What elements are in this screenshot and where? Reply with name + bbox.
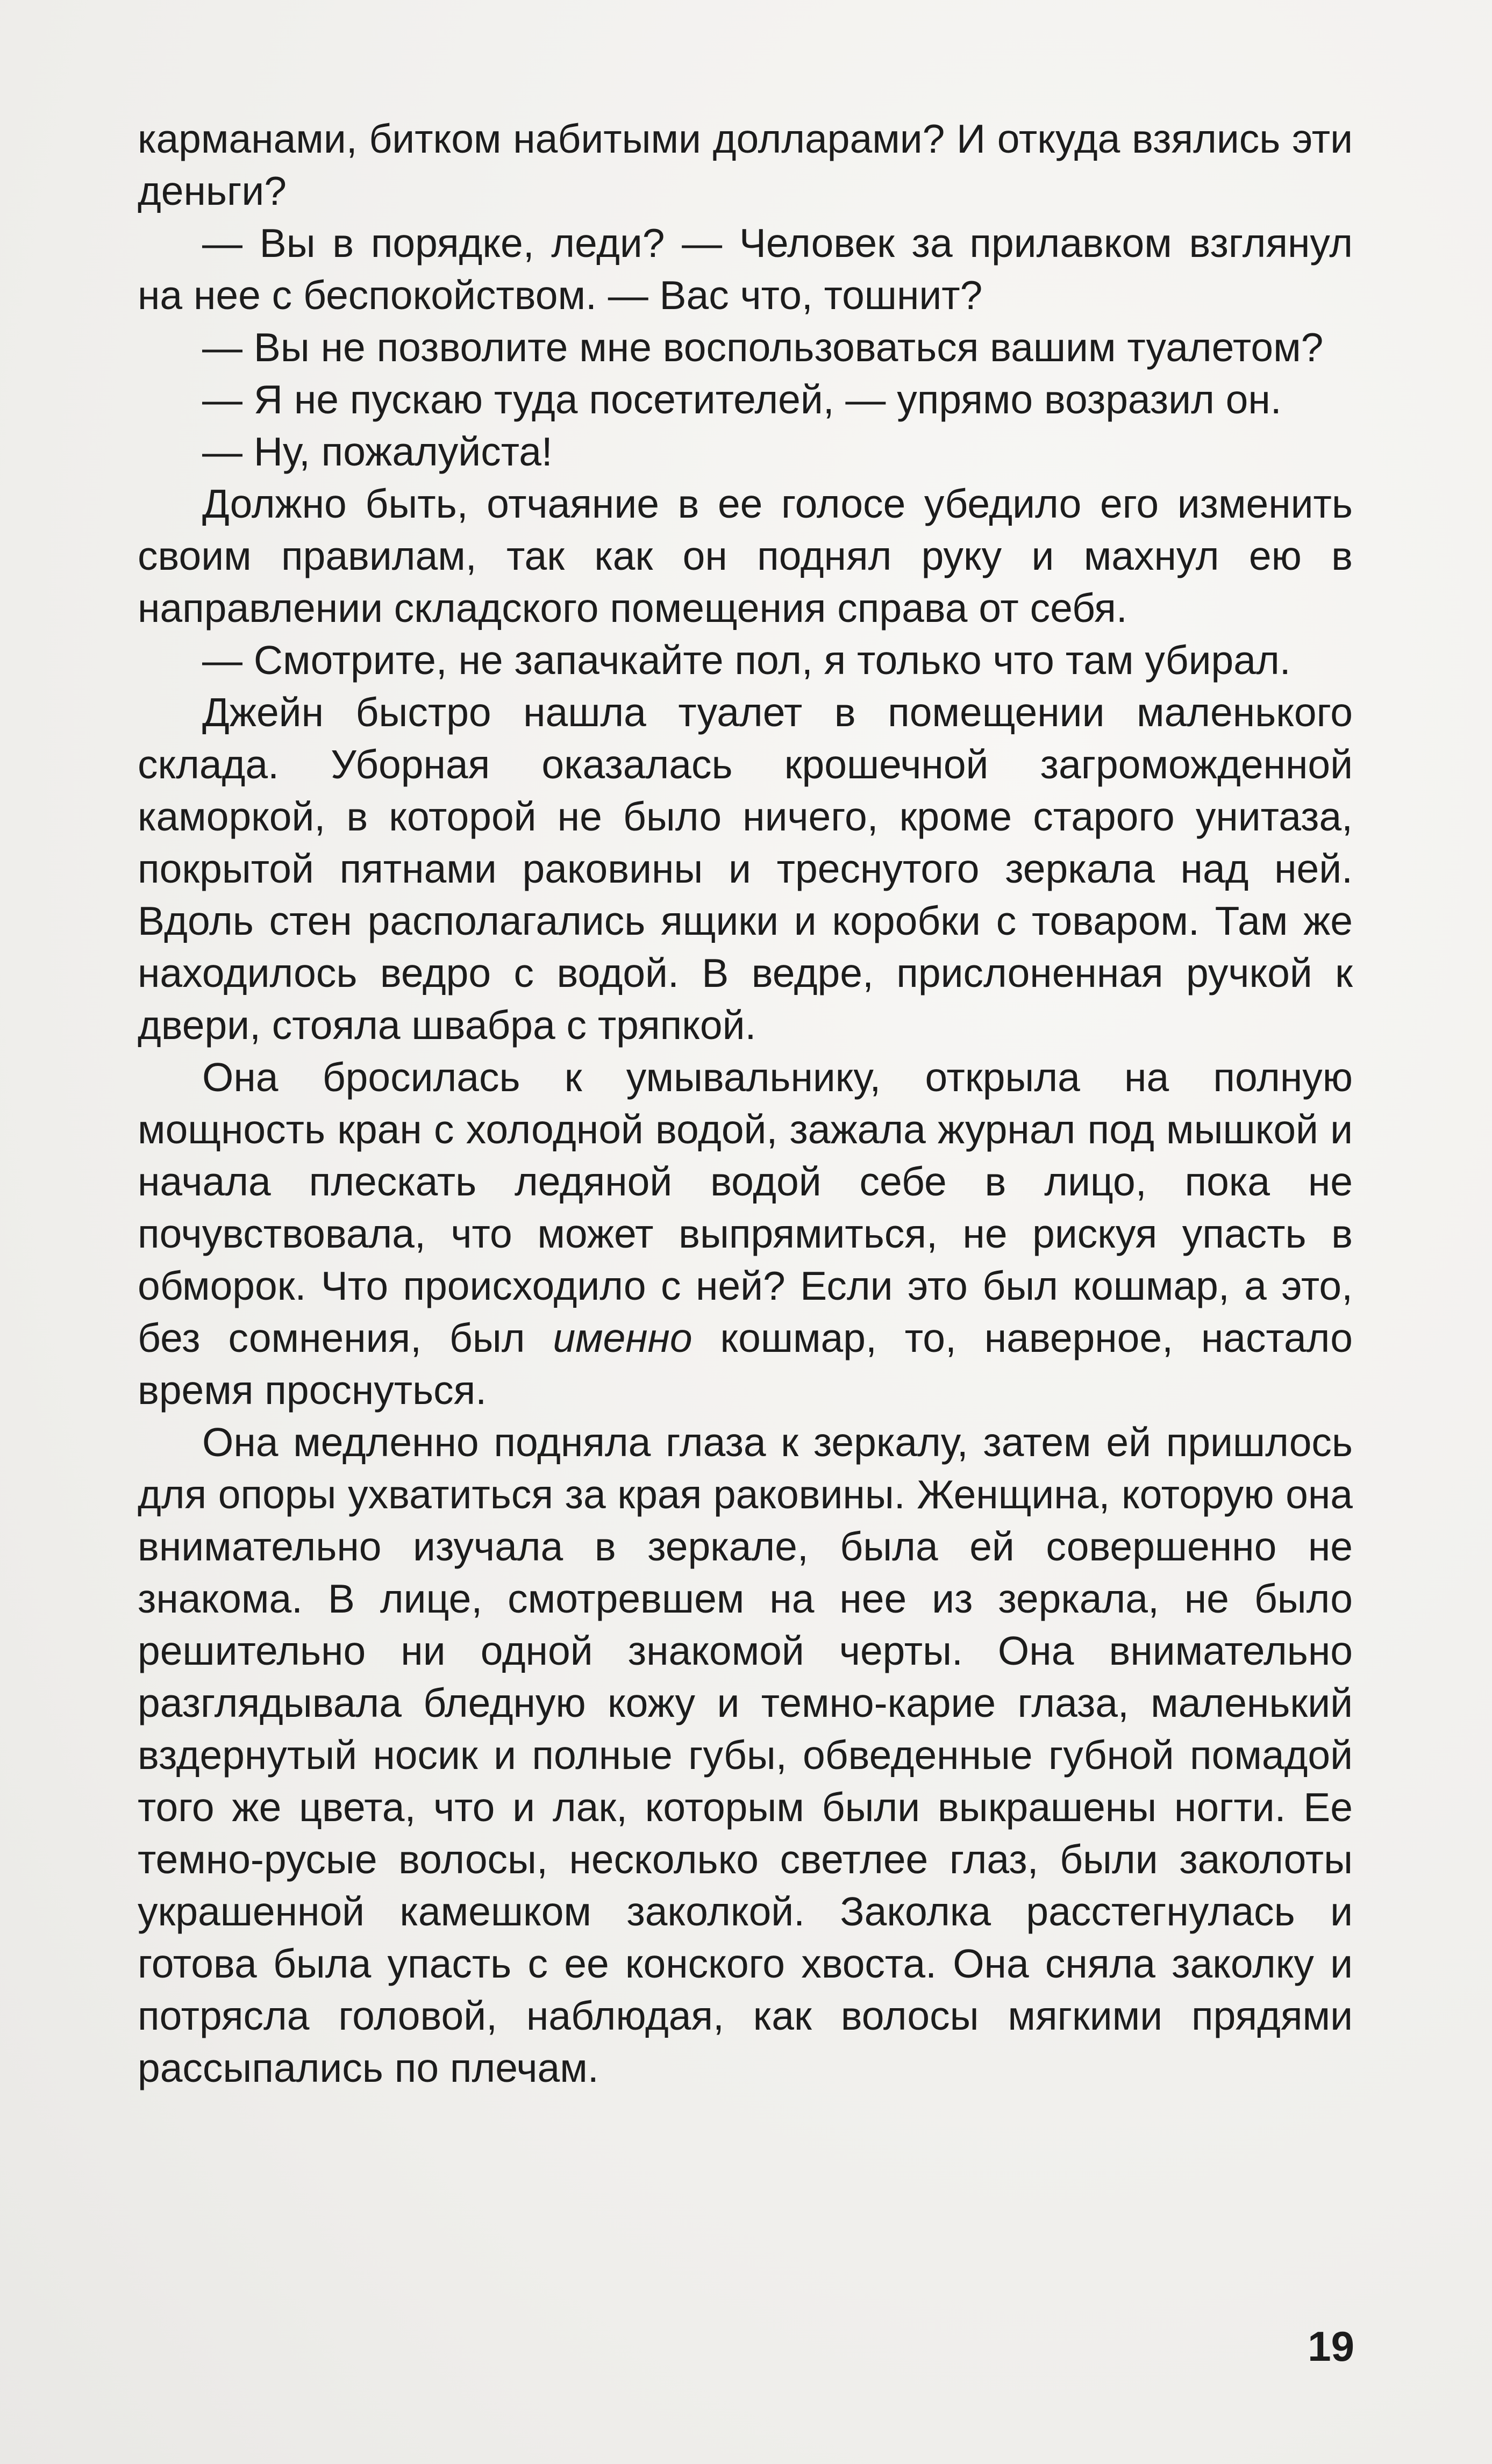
paragraph-7: — Смотрите, не запачкайте пол, я только что там убирал. bbox=[202, 638, 1291, 683]
paragraph-3: — Вы не позволите мне воспользоваться вашим туалетом? bbox=[202, 325, 1324, 370]
paragraph-8: Джейн быстро нашла туалет в помещении маленького склада. Уборная оказалась крошечной загроможденной каморкой, в которой не было ничего, кроме старого унитаза, покрытой пятнами раковины и треснутого зеркала над ней. Вдоль стен располагались ящики и коробки с товаром. Там же находилось ведро с водой. В ведре, прислоненная ручкой к двери, стояла швабра с тряпкой. bbox=[138, 690, 1353, 1048]
paragraph-9 bbox=[138, 1051, 1353, 1416]
paragraph-10: Она медленно подняла глаза к зеркалу, затем ей пришлось для опоры ухватиться за края раковины. Женщина, которую она внимательно изучала в зеркале, была ей совершенно не знакома. В лице, смотревшем на нее из зеркала, не было решительно ни одной знакомой черты. Она внимательно разглядывала бледную кожу и темно-карие глаза, маленький вздернутый носик и полные губы, обведенные губной помадой того же цвета, что и лак, которым были выкрашены ногти. Ее темно-русые волосы, несколько светлее глаз, были заколоты украшенной камешком заколкой. Заколка расстегнулась и готова была упасть с ее конского хвоста. Она сняла заколку и потрясла головой, наблюдая, как волосы мягкими прядями рассыпались по плечам. bbox=[138, 1420, 1353, 2090]
body-text bbox=[138, 113, 1353, 2094]
paragraph-5: — Ну, пожалуйста! bbox=[202, 429, 553, 474]
paragraph-1: карманами, битком набитыми долларами? И откуда взялись эти деньги? bbox=[138, 116, 1353, 213]
paragraph-2: — Вы в порядке, леди? — Человек за прилавком взглянул на нее с беспокойством. — Вас что, тошнит? bbox=[138, 220, 1353, 318]
paragraph-9-start: Она бросилась к умывальнику, открыла на полную мощность кран с холодной водой, зажала журнал под мышкой и начала плескать ледяной водой себе в лицо, пока не почувствовала, что может выпрямиться, не рискуя упасть в обморок. Что происходило с ней? Если это был кошмар, а это, без сомнения, был bbox=[138, 1055, 1353, 1360]
paragraph-9-end: кошмар, то, наверное, настало время проснуться. bbox=[138, 1315, 1353, 1413]
page-number: 19 bbox=[1308, 2323, 1354, 2370]
paragraph-6: Должно быть, отчаяние в ее голосе убедило его изменить своим правилам, так как он поднял руку и махнул ею в направлении складского помещения справа от себя. bbox=[138, 481, 1353, 631]
emphasized-word: именно bbox=[553, 1315, 693, 1360]
paragraph-4: — Я не пускаю туда посетителей, — упрямо возразил он. bbox=[202, 377, 1282, 422]
